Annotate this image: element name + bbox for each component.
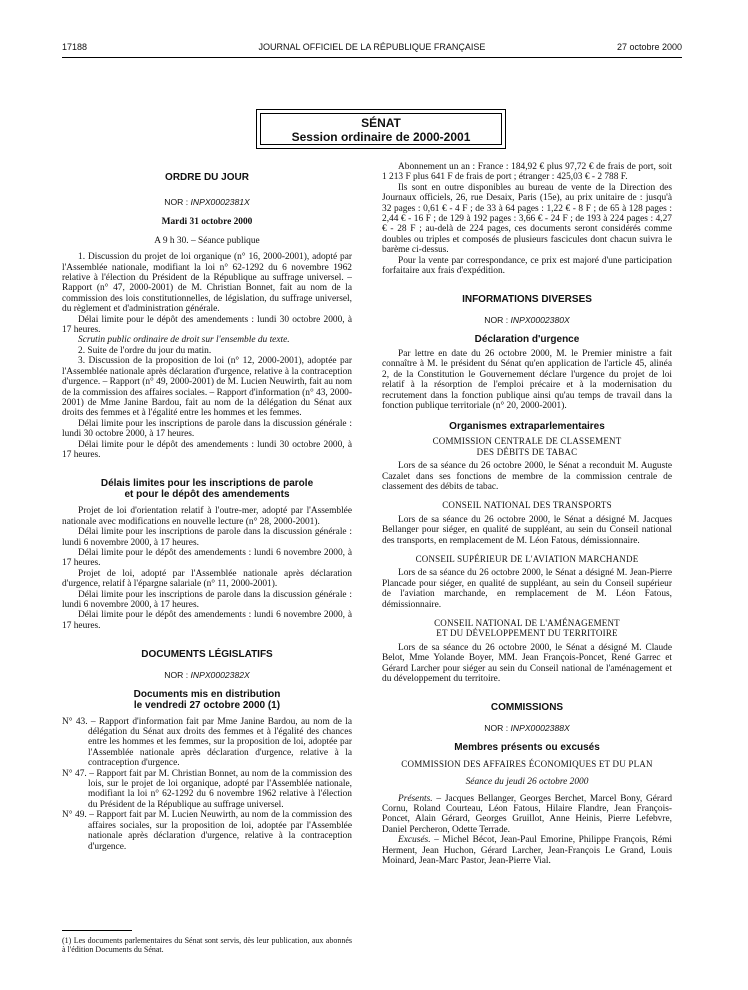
right-column xyxy=(382,162,672,867)
affaires-economiques-heading: COMMISSION DES AFFAIRES ÉCONOMIQUES ET DU PLAN xyxy=(401,758,653,769)
agenda-item-1: 1. Discussion du projet de loi organique (n° 16, 2000-2001), adopté par l'Assemblée nationale, modifiant la loi n° 62-1292 du 6 novembre 1962 relative à l'élection du Président de la République au suffrage universel. – Rapport (n° 47, 2000-2001) de M. Christian Bonnet, fait au nom de la commission des lois constitutionnelles, de législation, du suffrage universel, du règlement et d'administration générale. xyxy=(62,252,352,315)
aviation-text: Lors de sa séance du 26 octobre 2000, le Sénat a désigné M. Jean-Pierre Plancade pour siéger, en qualité de suppléant, au sein du Conseil supérieur de l'aviation marchande, en remplacement de M. Léon Fatous, démissionnaire. xyxy=(382,568,672,610)
amenagement-heading-1: CONSEIL NATIONAL DE L'AMÉNAGEMENT xyxy=(434,618,620,628)
transports-heading: CONSEIL NATIONAL DES TRANSPORTS xyxy=(442,500,612,511)
document-43: N° 43. – Rapport d'information fait par Mme Janine Bardou, au nom de la délégation du Sénat aux droits des femmes et à l'égalité des chances entre les hommes et les femmes, sur la proposition de loi, adoptée par l'Assemblée nationale après déclaration d'urgence, relative à la contraception d'urgence. xyxy=(62,716,352,769)
amenagement-heading-2: ET DU DÉVELOPPEMENT DU TERRITOIRE xyxy=(436,628,618,639)
left-column xyxy=(62,172,352,852)
vente-correspondance-text: Pour la vente par correspondance, ce prix est majoré d'une participation forfaitaire aux frais d'expédition. xyxy=(382,255,672,277)
epargne-delai-parole: Délai limite pour les inscriptions de parole dans la discussion générale : lundi 6 novembre 2000, à 17 heures. xyxy=(62,589,352,610)
urgence-heading: Déclaration d'urgence xyxy=(474,333,580,345)
footnote-rule xyxy=(62,930,132,931)
journal-title: JOURNAL OFFICIEL DE LA RÉPUBLIQUE FRANÇAISE xyxy=(258,42,486,52)
documents-subheading-1: Documents mis en distribution xyxy=(133,688,281,700)
agenda-item-1-scrutin: Scrutin public ordinaire de droit sur l'ensemble du texte. xyxy=(78,335,290,346)
documents-nor: NOR : INPX0002382X xyxy=(164,670,250,681)
day-heading: Mardi 31 octobre 2000 xyxy=(161,217,253,228)
delais-heading-2: et pour le dépôt des amendements xyxy=(124,489,290,501)
membres-heading: Membres présents ou excusés xyxy=(454,741,600,753)
page-header xyxy=(62,42,682,54)
aviation-heading: CONSEIL SUPÉRIEUR DE L'AVIATION MARCHANDE xyxy=(415,553,639,564)
header-rule xyxy=(62,57,682,58)
agenda-item-3-delai-amendements: Délai limite pour le dépôt des amendements : lundi 30 octobre 2000, à 17 heures. xyxy=(62,439,352,460)
delais-heading-1: Délais limites pour les inscriptions de parole xyxy=(100,478,314,490)
informations-nor: NOR : INPX0002380X xyxy=(484,315,570,326)
commissions-nor: NOR : INPX0002388X xyxy=(484,723,570,734)
excuses-list: Excusés. – Michel Bécot, Jean-Paul Emorine, Philippe François, Rémi Herment, Jean Huchon, Gérard Larcher, Jean-François Le Grand, Louis Moinard, Jean-Marc Pastor, Jean-Pierre Vial. xyxy=(382,835,673,867)
transports-text: Lors de sa séance du 26 octobre 2000, le Sénat a désigné M. Jacques Bellanger pour siéger, en qualité de suppléant, au sein du Conseil national des transports, en remplacement de M. Léon Fatous, démissionnaire. xyxy=(382,514,672,546)
senat-banner xyxy=(256,109,506,149)
organismes-heading: Organismes extraparlementaires xyxy=(449,421,605,433)
outremer-delai-amendements: Délai limite pour le dépôt des amendements : lundi 6 novembre 2000, à 17 heures. xyxy=(62,547,352,569)
documents-subheading-2: le vendredi 27 octobre 2000 (1) xyxy=(133,699,281,711)
seance-line: A 9 h 30. – Séance publique xyxy=(154,235,260,246)
document-49: N° 49. – Rapport fait par M. Lucien Neuwirth, au nom de la commission des affaires sociales, sur la proposition de loi, adoptée par l'Assemblée nationale après déclaration d'urgence, relative à la contraception d'urgence. xyxy=(62,810,352,852)
outremer-delai-parole: Délai limite pour les inscriptions de parole dans la discussion générale : lundi 6 novembre 2000, à 17 heures. xyxy=(62,527,352,548)
issue-date: 27 octobre 2000 xyxy=(616,42,682,52)
banner-title: SÉNAT xyxy=(361,116,401,130)
presents-list: Présents. – Jacques Bellanger, Georges Berchet, Marcel Bony, Gérard Cornu, Roland Courteau, Léon Fatous, Hilaire Flandre, Jean François-Poncet, Alain Gérard, Georges Gruillot, Anne Heinis, Pierre Lefebvre, Daniel Percheron, Odette Terrade. xyxy=(382,793,673,835)
ordre-du-jour-heading: ORDRE DU JOUR xyxy=(165,172,249,183)
vente-bureau-text: Ils sont en outre disponibles au bureau de vente de la Direction des Journaux officiels, 26, rue Desaix, Paris (15e), au prix unitaire de : jusqu'à 32 pages : 0,61 € - 4 F ; de 33 à 64 pages : 1,22 € - 8 F ; de 65 à 128 pages : 2,44 € - 16 F ; de 129 à 192 pages : 3,66 € - 24 F ; de 193 à 224 pages : 4,27 € - 28 F ; au-delà de 224 pages, ces documents seront considérés comme doubles ou triples et composés de plusieurs fascicules dont chacun suivra le barème ci-dessus. xyxy=(382,182,672,256)
tabac-heading-2: DES DÉBITS DE TABAC xyxy=(476,446,578,457)
agenda-item-2: 2. Suite de l'ordre du jour du matin. xyxy=(78,345,212,356)
seance-date: Séance du jeudi 26 octobre 2000 xyxy=(465,777,589,788)
outremer-bill: Projet de loi d'orientation relatif à l'outre-mer, adopté par l'Assemblée nationale avec modifications en nouvelle lecture (n° 28, 2000-2001). xyxy=(62,506,352,527)
amenagement-text: Lors de sa séance du 26 octobre 2000, le Sénat a désigné M. Claude Belot, Mme Yolande Boyer, MM. Jean François-Poncet, René Garrec et Gérard Larcher pour siéger au sein du Conseil national de l'aménagement et du développement du territoire. xyxy=(382,642,672,685)
banner-subtitle: Session ordinaire de 2000-2001 xyxy=(291,130,471,144)
ordre-nor: NOR : INPX0002381X xyxy=(164,197,250,207)
document-47: N° 47. – Rapport fait par M. Christian Bonnet, au nom de la commission des lois, sur le projet de loi organique, adopté par l'Assemblée nationale, modifiant la loi n° 62-1292 du 6 novembre 1962 relative à l'élection du Président de la République au suffrage universel. xyxy=(62,768,352,810)
agenda-item-1-delai: Délai limite pour le dépôt des amendements : lundi 30 octobre 2000, à 17 heures. xyxy=(62,314,352,336)
urgence-text: Par lettre en date du 26 octobre 2000, M. le Premier ministre a fait connaître à M. le président du Sénat qu'en application de l'article 45, alinéa 2, de la Constitution le Gouvernement déclare l'urgence du projet de loi relatif à la résorption de l'emploi précaire et à la modernisation du recrutement dans la fonction publique ainsi qu'au temps de travail dans la fonction publique territoriale (n° 20, 2000-2001). xyxy=(382,348,672,411)
tabac-heading-1: COMMISSION CENTRALE DE CLASSEMENT xyxy=(432,436,622,447)
epargne-bill: Projet de loi, adopté par l'Assemblée nationale après déclaration d'urgence, relatif à l'épargne salariale (n° 11, 2000-2001). xyxy=(62,568,352,590)
footnote: (1) Les documents parlementaires du Sénat sont servis, dès leur publication, aux abonnés à l'édition Documents du Sénat. xyxy=(62,936,352,954)
epargne-delai-amendements: Délai limite pour le dépôt des amendements : lundi 6 novembre 2000, à 17 heures. xyxy=(62,610,352,631)
abonnement-text: Abonnement un an : France : 184,92 € plus 97,72 € de frais de port, soit 1 213 F plus 641 F de frais de port ; étranger : 425,03 € - 2 788 F. xyxy=(382,162,672,183)
commissions-heading: COMMISSIONS xyxy=(490,702,564,714)
agenda-item-3-delai-parole: Délai limite pour les inscriptions de parole dans la discussion générale : lundi 30 octobre 2000, à 17 heures. xyxy=(62,418,352,440)
tabac-text: Lors de sa séance du 26 octobre 2000, le Sénat a reconduit M. Auguste Cazalet dans ses fonctions de membre de la commission centrale de classement des débits de tabac. xyxy=(382,461,672,492)
agenda-item-3: 3. Discussion de la proposition de loi (n° 12, 2000-2001), adoptée par l'Assemblée nationale après déclaration d'urgence, relative à la contraception d'urgence. – Rapport (n° 49, 2000-2001) de M. Lucien Neuwirth, fait au nom de la commission des affaires sociales. – Rapport d'information (n° 43, 2000-2001) de Mme Janine Bardou, fait au nom de la délégation du Sénat aux droits des femmes et à l'égalité entre les hommes et les femmes. xyxy=(62,356,352,419)
informations-heading: INFORMATIONS DIVERSES xyxy=(462,294,592,306)
documents-heading: DOCUMENTS LÉGISLATIFS xyxy=(141,649,273,661)
page-number: 17188 xyxy=(62,42,88,52)
